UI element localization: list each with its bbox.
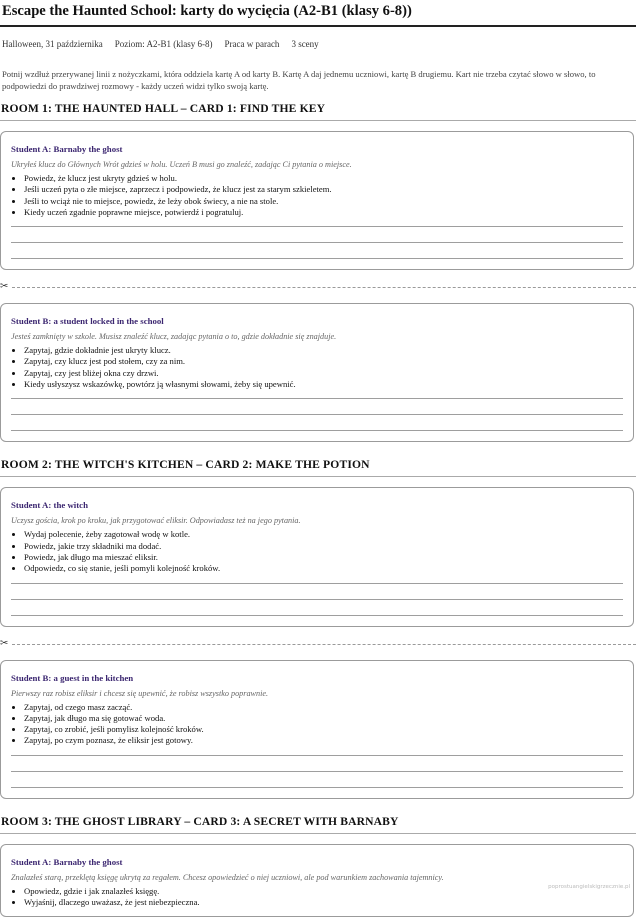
card-heading: Student B: a guest in the kitchen (11, 672, 134, 683)
writing-lines (11, 226, 623, 259)
writing-line (11, 414, 623, 415)
card-task-list (11, 702, 623, 747)
list-item: • Wyjaśnij, dlaczego uważasz, że jest niebezpieczna. (24, 897, 623, 908)
meta-bar (0, 27, 636, 50)
card-heading: Student B: a student locked in the school (11, 316, 164, 327)
writing-line (11, 430, 623, 431)
room-divider (0, 120, 636, 121)
room-section-3 (0, 815, 636, 917)
writing-line (11, 599, 623, 600)
list-item: • Powiedz, jak długo ma mieszać eliksir. (24, 552, 623, 563)
card-task-list (11, 886, 623, 909)
card-lead: Ukryłeś klucz do Głównych Wrót gdzieś w holu. Uczeń B musi go znaleźć, zadając Ci pytania o miejsce. (11, 160, 352, 169)
list-item: • Zapytaj, po czym poznasz, że eliksir jest gotowy. (24, 735, 623, 746)
card-lead: Pierwszy raz robisz eliksir i chcesz się upewnić, że robisz wszystko poprawnie. (11, 688, 269, 698)
card-heading: Student A: the witch (11, 500, 88, 511)
list-item: • Zapytaj, gdzie dokładnie jest ukryty klucz. (24, 345, 623, 356)
list-item: • Jeśli uczeń pyta o złe miejsce, zaprzecz i podpowiedz, że klucz jest za starym szkieletem. (24, 184, 623, 195)
writing-lines (11, 398, 623, 431)
meta-scenes: 3 sceny (291, 39, 319, 49)
dashed-divider (12, 644, 636, 645)
watermark: poprostuangielskigrzecznie.pl (548, 884, 630, 890)
cut-line (0, 637, 636, 650)
card-lead: Jesteś zamknięty w szkole. Musisz znaleźć klucz, zadając pytania o to, gdzie dokładnie się znajduje. (11, 332, 337, 342)
room-section-2 (0, 458, 636, 798)
writing-line (11, 583, 623, 584)
writing-line (11, 242, 623, 243)
card-student-a (0, 487, 634, 626)
room-title: ROOM 3: THE GHOST LIBRARY – CARD 3: A SECRET WITH BARNABY (1, 814, 399, 828)
list-item: • Odpowiedz, co się stanie, jeśli pomyli kolejność kroków. (24, 563, 623, 574)
dashed-divider (12, 287, 636, 288)
list-item: • Zapytaj, co zrobić, jeśli pomylisz kolejność kroków. (24, 724, 623, 735)
meta-level: Poziom: A2-B1 (klasy 6-8) (114, 39, 213, 49)
list-item: • Jeśli to wciąż nie to miejsce, powiedz, że leży obok świecy, a nie na stole. (24, 196, 623, 207)
list-item: • Powiedz, że klucz jest ukryty gdzieś w holu. (24, 173, 623, 184)
writing-line (11, 755, 623, 756)
list-item: • Powiedz, jakie trzy składniki ma dodać. (24, 541, 623, 552)
list-item: • Zapytaj, od czego masz zacząć. (24, 702, 623, 713)
writing-lines (11, 583, 623, 616)
card-task-list (11, 529, 623, 574)
card-student-b (0, 303, 634, 442)
scissors-icon: ✂ (0, 637, 9, 649)
card-heading: Student A: Barnaby the ghost (11, 144, 123, 154)
card-heading: Student A: Barnaby the ghost (11, 856, 123, 867)
meta-date: Halloween, 31 października (2, 39, 103, 49)
card-lead: Uczysz gościa, krok po kroku, jak przygotować eliksir. Odpowiadasz też na jego pytania. (11, 516, 301, 526)
card-student-a (0, 131, 634, 270)
card-student-b (0, 660, 634, 799)
room-section-1 (0, 102, 636, 442)
list-item: • Opowiedz, gdzie i jak znalazłeś księgę. (24, 886, 623, 897)
card-task-list (11, 173, 623, 218)
scissors-icon: ✂ (0, 281, 9, 293)
list-item: • Wydaj polecenie, żeby zagotował wodę w kotle. (24, 529, 623, 540)
card-lead: Znalazłeś starą, przeklętą księgę ukrytą za regałem. Chcesz opowiedzieć o niej uczniowi, ale pod warunkiem zachowania tajemnicy. (11, 872, 444, 882)
room-divider (0, 833, 636, 834)
writing-line (11, 787, 623, 788)
writing-line (11, 615, 623, 616)
meta-mode: Praca w parach (224, 39, 280, 49)
card-student-a (0, 844, 634, 917)
writing-line (11, 398, 623, 399)
list-item: • Zapytaj, jak długo ma się gotować woda. (24, 713, 623, 724)
room-title: ROOM 1: THE HAUNTED HALL – CARD 1: FIND THE KEY (1, 102, 326, 115)
writing-lines (11, 755, 623, 788)
cut-line (0, 281, 636, 293)
writing-line (11, 226, 623, 227)
list-item: • Kiedy uczeń zgadnie poprawne miejsce, potwierdź i pogratuluj. (24, 207, 623, 218)
list-item: • Zapytaj, czy jest bliżej okna czy drzwi. (24, 368, 623, 379)
writing-line (11, 258, 623, 259)
page-title: Escape the Haunted School: karty do wycięcia (A2-B1 (klasy 6-8)) (2, 3, 412, 19)
card-task-list (11, 345, 623, 390)
list-item: • Zapytaj, czy klucz jest pod stołem, czy za nim. (24, 356, 623, 367)
room-title: ROOM 2: THE WITCH'S KITCHEN – CARD 2: MAKE THE POTION (1, 458, 370, 472)
writing-line (11, 771, 623, 772)
intro-text: Potnij wzdłuż przerywanej linii z nożyczkami, która oddziela kartę A od karty B. Kartę A daj jednemu uczniowi, kartę B drugiemu. Kart nie trzeba czytać słowo w słowo, to podpowiedzi do prawdziwej rozmowy - każdy uczeń widzi tylko swoją kartę. (2, 69, 596, 91)
room-divider (0, 476, 636, 477)
list-item: • Kiedy usłyszysz wskazówkę, powtórz ją własnymi słowami, żeby się upewnić. (24, 379, 623, 390)
